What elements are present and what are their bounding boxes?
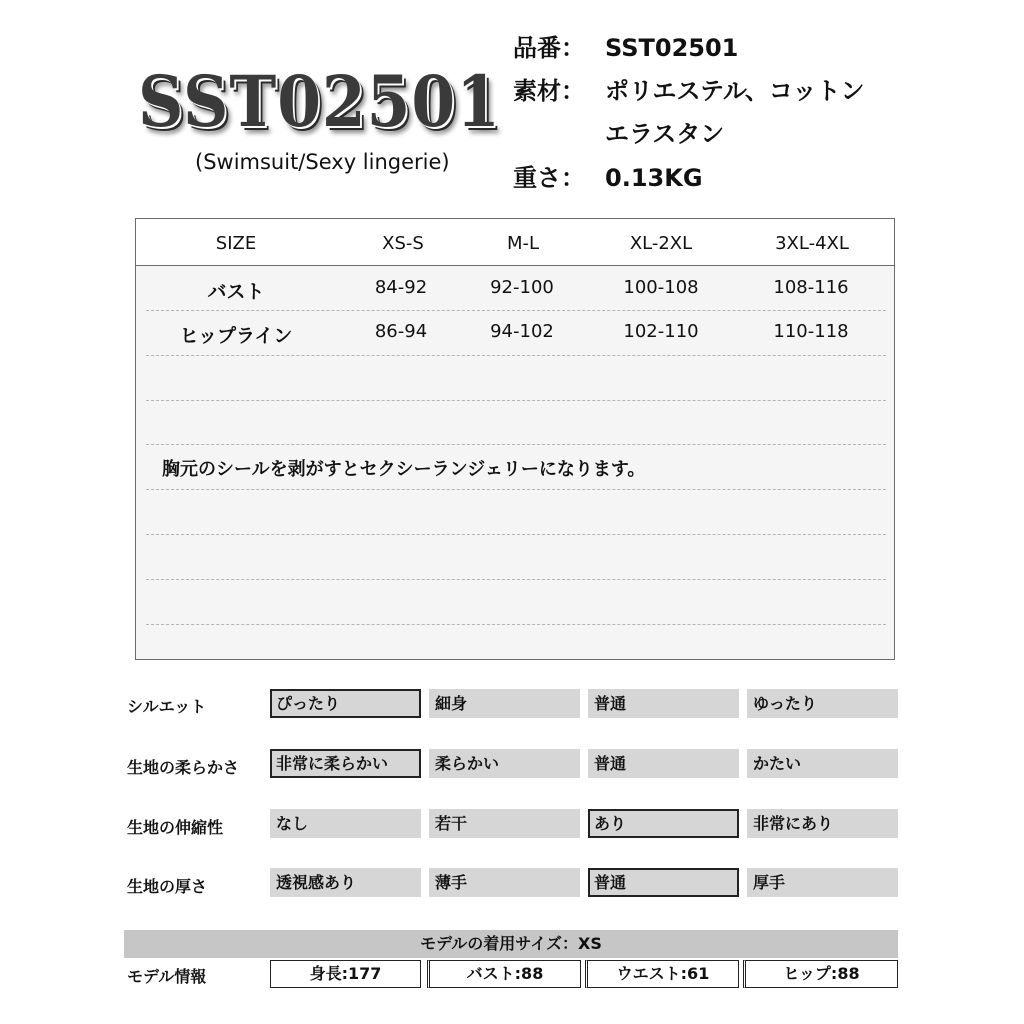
table-cell: 110-118 [773,321,849,342]
row-divider [146,579,886,580]
option-thickness-thick: 厚手 [747,868,898,897]
col-header-m-l: M-L [506,233,540,254]
row-divider [146,355,886,356]
product-logo: SST02501 [138,60,501,143]
option-softness-very-soft: 非常に柔らかい [270,749,421,778]
spec-value: 0.13KG [605,164,703,192]
attr-label-silhouette: シルエット [127,697,207,716]
row-divider [146,624,886,625]
option-thickness-sheer: 透視感あり [270,868,421,897]
spec-value: SST02501 [605,34,739,62]
attr-label-stretch: 生地の伸縮性 [127,818,224,837]
option-silhouette-loose: ゆったり [747,689,898,718]
option-stretch-yes: あり [588,809,739,838]
option-stretch-slight: 若干 [429,809,580,838]
spec-label: 素材： [513,77,585,105]
row-label-bust: バスト [207,281,265,303]
col-header-3xl-4xl: 3XL-4XL [775,233,849,254]
size-table-header [136,219,894,266]
spec-weight [513,158,703,193]
model-hip-cell: ヒップ:88 [743,960,898,988]
row-label-hipline: ヒップライン [179,325,293,347]
spec-label: 重さ： [513,164,585,192]
option-silhouette-slim: 細身 [429,689,580,718]
option-stretch-none: なし [270,809,421,838]
option-silhouette-fitted: ぴったり [270,689,421,718]
option-softness-hard: かたい [747,749,898,778]
table-cell: 86-94 [374,321,428,342]
size-table [135,218,895,660]
note-text: 胸元のシールを剥がすとセクシーランジェリーになります。 [162,459,646,480]
option-stretch-very: 非常にあり [747,809,898,838]
option-thickness-thin: 薄手 [429,868,580,897]
option-softness-normal: 普通 [588,749,739,778]
option-thickness-normal: 普通 [588,868,739,897]
spec-value: エラスタン [605,120,725,148]
spec-label: 品番： [513,34,585,62]
model-bust-cell: バスト:88 [427,960,581,988]
product-category: (Swimsuit/Sexy lingerie) [195,150,450,174]
table-cell: 108-116 [773,277,849,298]
table-cell: 84-92 [374,277,428,298]
spec-material [513,71,864,106]
table-cell: 100-108 [623,277,699,298]
attr-label-thickness: 生地の厚さ [127,877,208,896]
row-divider [146,444,886,445]
model-size-bar: モデルの着用サイズ：XS [124,930,898,958]
col-header-size: SIZE [215,233,257,254]
table-cell: 102-110 [623,321,699,342]
option-silhouette-normal: 普通 [588,689,739,718]
table-cell: 92-100 [490,277,554,298]
model-waist-cell: ウエスト:61 [585,960,739,988]
attr-label-softness: 生地の柔らかさ [127,758,240,777]
model-info-label: モデル情報 [127,967,207,986]
spec-material-cont [513,114,724,149]
option-softness-soft: 柔らかい [429,749,580,778]
row-divider [146,400,886,401]
row-divider [146,489,886,490]
col-header-xs-s: XS-S [382,233,424,254]
table-cell: 94-102 [490,321,554,342]
spec-value: ポリエステル、コットン [605,77,865,105]
col-header-xl-2xl: XL-2XL [629,233,693,254]
spec-product-number [513,28,738,63]
row-divider [146,534,886,535]
model-height-cell: 身長:177 [270,960,421,988]
row-divider [146,310,886,311]
